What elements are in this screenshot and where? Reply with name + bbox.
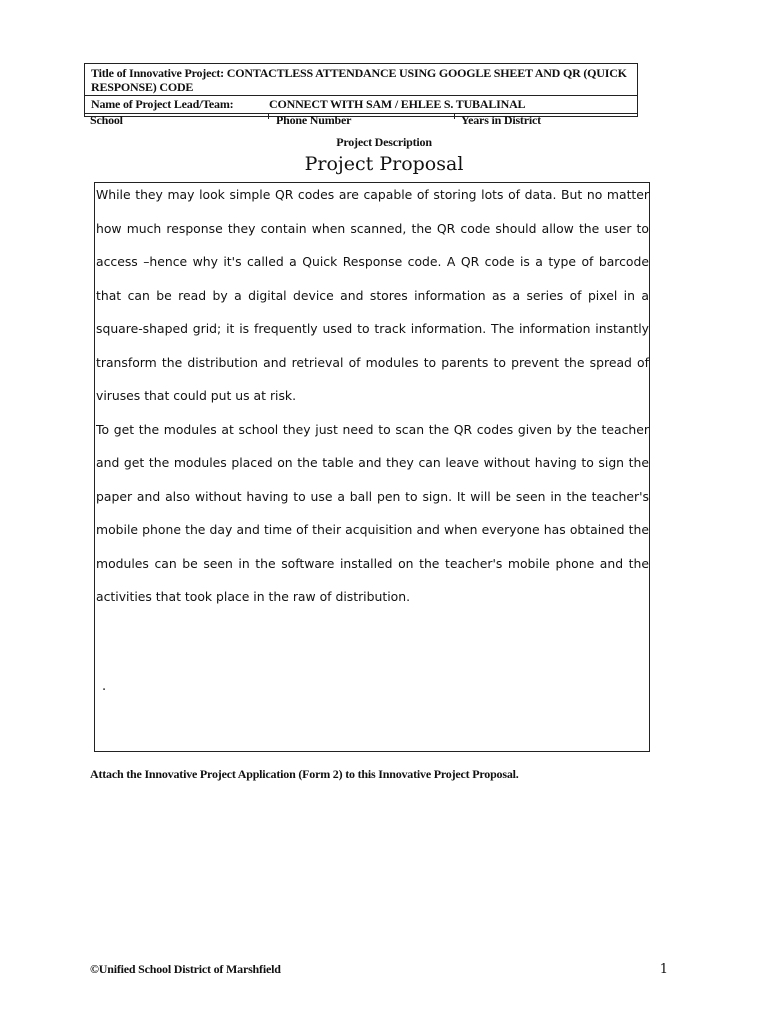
project-lead-row <box>85 96 637 114</box>
project-description-box <box>94 182 650 752</box>
section-label: Project Description <box>336 135 432 149</box>
project-title: Title of Innovative Project: CONTACTLESS ATTENDANCE USING GOOGLE SHEET AND QR (QUICK RESPONSE) CODE <box>91 66 627 94</box>
page-title: Project Proposal <box>304 153 464 175</box>
years-in-district-label: Years in District <box>461 113 541 127</box>
project-title-row <box>85 64 637 96</box>
description-paragraph: To get the modules at school they just need to scan the QR codes given by the teacher and get the modules placed on the table and they can leave without having to sign the paper and also without having to use a ball pen to sign. It will be seen in the teacher's mobile phone the day and time of their acquisition and when everyone has obtained the modules can be seen in the software installed on the teacher's mobile phone and the activities that took place in the raw of distribution. <box>96 421 649 604</box>
project-lead-value: CONNECT WITH SAM / EHLEE S. TUBALINAL <box>269 97 526 111</box>
column-divider <box>454 113 455 119</box>
project-lead-label: Name of Project Lead/Team: <box>91 97 234 111</box>
attach-instruction: Attach the Innovative Project Application (Form 2) to this Innovative Project Proposal. <box>90 767 519 781</box>
project-info-table <box>84 63 638 117</box>
school-phone-years-row <box>84 113 638 127</box>
footer-copyright: ©Unified School District of Marshfield <box>90 962 281 976</box>
school-label: School <box>90 113 123 127</box>
phone-number-label: Phone Number <box>276 113 352 127</box>
description-paragraph: While they may look simple QR codes are capable of storing lots of data. But no matter how much response they contain when scanned, the QR code should allow the user to access –hence why it's called a Quick Response code. A QR code is a type of barcode that can be read by a digital device and stores information as a series of pixel in a square-shaped grid; it is frequently used to track information. The information instantly transform the distribution and retrieval of modules to parents to prevent the spread of viruses that could put us at risk. <box>96 187 649 403</box>
column-divider <box>268 113 269 119</box>
trailing-mark: . <box>102 679 107 694</box>
page-number: 1 <box>659 962 668 977</box>
